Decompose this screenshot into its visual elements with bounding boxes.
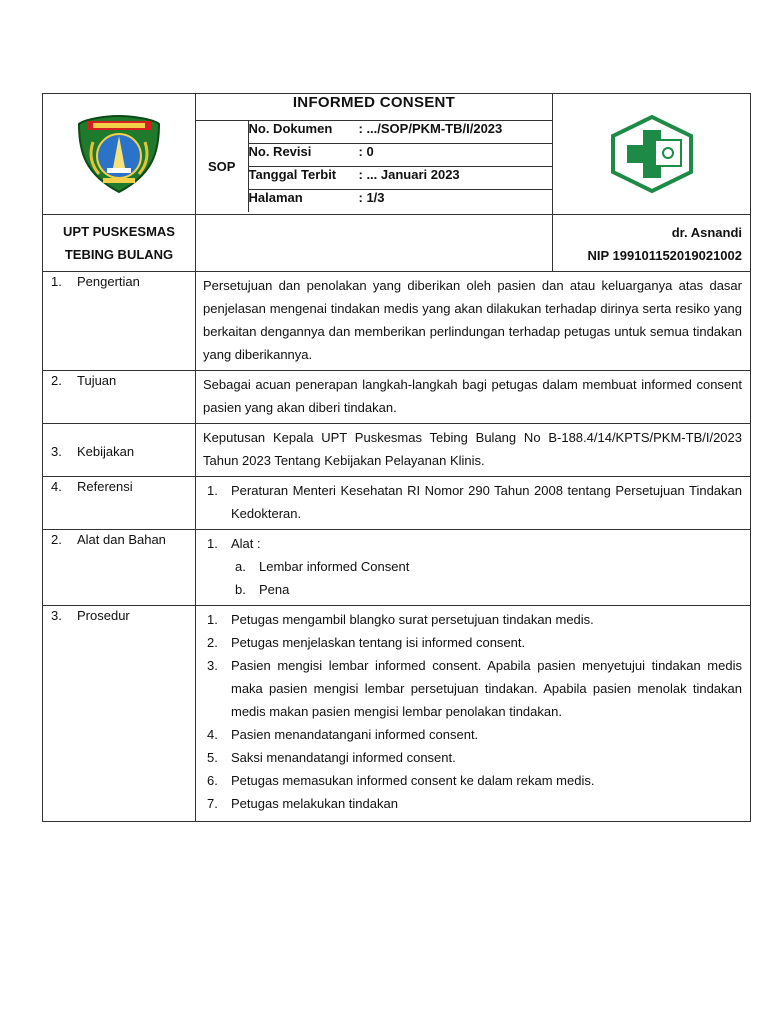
field-value: : 0 <box>358 144 374 159</box>
list-item: 1. Alat : <box>207 536 261 551</box>
section-number: 2. <box>51 532 62 547</box>
list-item: 1. Petugas mengambil blangko surat persetujuan tindakan medis. <box>207 612 594 627</box>
section-number: 4. <box>51 479 62 494</box>
list-item: 4. Pasien menandatangani informed consent. <box>207 727 479 742</box>
list-item: 7. Petugas melakukan tindakan <box>207 796 398 811</box>
field-value: : .../SOP/PKM-TB/I/2023 <box>358 121 503 136</box>
referensi-list <box>203 479 742 525</box>
section-row-kebijakan <box>43 424 751 477</box>
sop-document-table <box>42 93 751 822</box>
section-number: 3. <box>51 608 62 623</box>
section-row-tujuan <box>43 371 751 424</box>
regional-emblem-icon <box>73 112 165 196</box>
section-label: Kebijakan <box>77 443 135 459</box>
section-text: Keputusan Kepala UPT Puskesmas Tebing Bulang No B-188.4/14/KPTS/PKM-TB/I/2023 Tahun 2023 Tentang Kebijakan Pelayanan Klinis. <box>196 424 751 477</box>
section-label: Tujuan <box>77 373 117 388</box>
field-tanggal-terbit <box>248 167 552 190</box>
field-value: : ... Januari 2023 <box>358 167 460 182</box>
field-label: Halaman <box>248 190 303 205</box>
sub-list-item: a. Lembar informed Consent <box>235 559 410 574</box>
section-row-referensi <box>43 477 751 530</box>
list-item: 6. Petugas memasukan informed consent ke dalam rekam medis. <box>207 773 595 788</box>
section-row-pengertian <box>43 272 751 371</box>
signer-block <box>553 215 751 272</box>
section-number: 1. <box>51 274 62 289</box>
document-title: INFORMED CONSENT <box>196 94 552 121</box>
section-label: Pengertian <box>77 274 140 289</box>
field-label: No. Revisi <box>248 144 312 159</box>
section-text: Persetujuan dan penolakan yang diberikan oleh pasien dan atau keluarganya atas dasar penjelasan mengenai tindakan medis yang akan dilakukan terhadap dirinya serta resiko yang berkaitan dengannya dan memberikan perlindungan terhadap petugas untuk semua tindakan yang diberikannya. <box>196 272 751 371</box>
alat-list <box>203 532 742 555</box>
left-logo-cell <box>43 94 196 215</box>
sop-label: SOP <box>196 121 248 213</box>
section-row-prosedur <box>43 606 751 822</box>
right-logo-cell <box>553 94 751 215</box>
list-item: 3. Pasien mengisi lembar informed consent. Apabila pasien menyetujui tindakan medis maka pasien mengisi lembar persetujuan tindakan. Apabila pasien menolak tindakan medis makan pasien mengisi lembar penolakan tindakan. <box>207 658 742 719</box>
list-item: 2. Petugas menjelaskan tentang isi informed consent. <box>207 635 526 650</box>
signer-nip: NIP 199101152019021002 <box>587 248 742 263</box>
section-number: 3. <box>51 443 62 459</box>
organization-name <box>43 215 196 272</box>
section-row-alat-bahan <box>43 530 751 606</box>
field-no-dokumen <box>248 121 552 144</box>
section-number: 2. <box>51 373 62 388</box>
section-label: Prosedur <box>77 608 130 623</box>
sub-list-item: b. Pena <box>235 582 290 597</box>
signer-name: dr. Asnandi <box>671 225 742 240</box>
org-line-2: TEBING BULANG <box>64 247 174 262</box>
prosedur-list <box>203 608 742 815</box>
list-item: 1. Peraturan Menteri Kesehatan RI Nomor 290 Tahun 2008 tentang Persetujuan Tindakan Kedokteran. <box>207 483 742 521</box>
field-label: No. Dokumen <box>248 121 333 136</box>
field-label: Tanggal Terbit <box>248 167 337 182</box>
list-item: 5. Saksi menandatangi informed consent. <box>207 750 456 765</box>
section-label: Alat dan Bahan <box>77 532 166 547</box>
section-text: Sebagai acuan penerapan langkah-langkah bagi petugas dalam membuat informed consent pasien yang akan diberi tindakan. <box>196 371 751 424</box>
field-value: : 1/3 <box>358 190 385 205</box>
field-no-revisi <box>248 144 552 167</box>
blank-cell <box>196 215 553 272</box>
section-label: Referensi <box>77 479 133 494</box>
org-line-1: UPT PUSKESMAS <box>63 224 175 239</box>
header-info-cell <box>196 94 553 215</box>
field-halaman <box>248 190 552 213</box>
puskesmas-cross-icon <box>607 114 697 194</box>
